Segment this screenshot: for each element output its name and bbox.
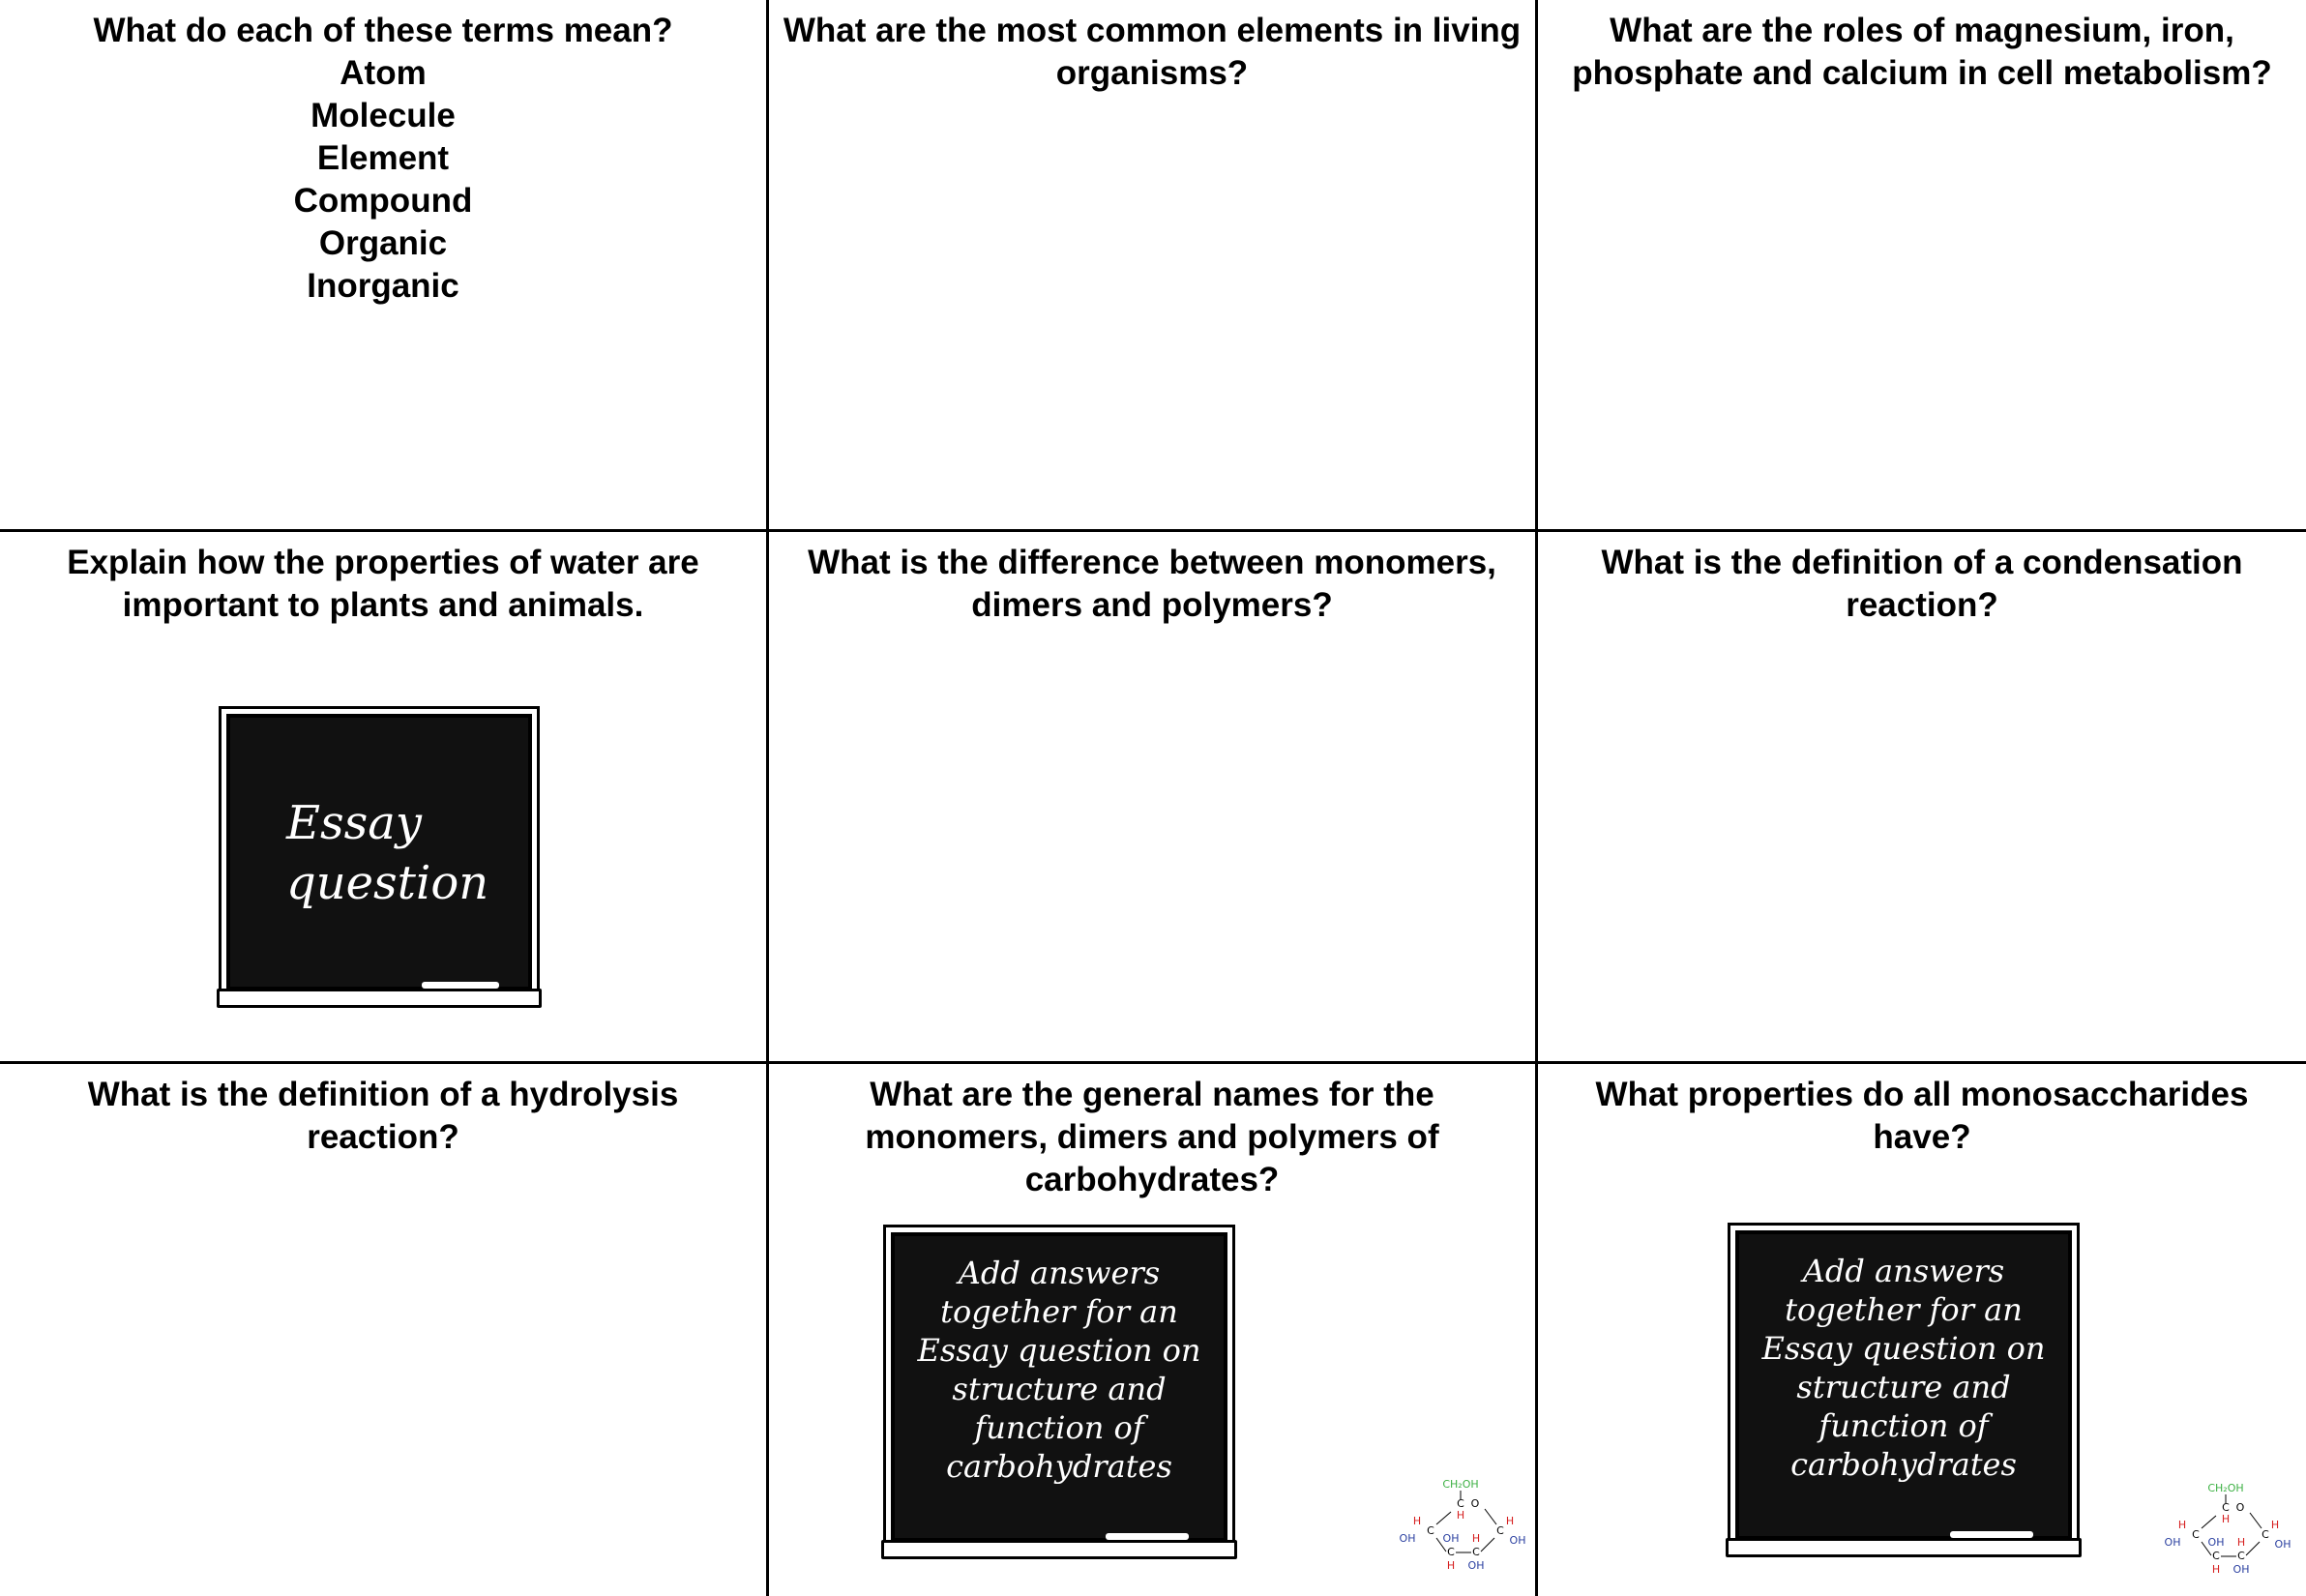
chalkboard-frame	[226, 714, 532, 990]
molecule-label: H	[1446, 1559, 1456, 1572]
molecule-label: C	[2212, 1550, 2220, 1562]
chalkboard-frame	[891, 1232, 1227, 1542]
molecule-label: OH	[2274, 1538, 2291, 1551]
molecule-label: C	[2237, 1550, 2245, 1562]
molecule-label: OH	[2164, 1536, 2181, 1549]
question-text: What are the roles of magnesium, iron, phosphate and calcium in cell metabolism?	[1572, 12, 2272, 92]
chalkboard-text	[286, 793, 488, 913]
molecule-label: OH	[2232, 1563, 2250, 1576]
molecule-label: H	[2236, 1536, 2246, 1549]
question-text: What is the difference between monomers, dimers and polymers?	[808, 544, 1496, 624]
cell-common-elements	[769, 0, 1538, 532]
molecule-label: C	[2192, 1528, 2200, 1541]
molecule-label: OH	[1399, 1532, 1416, 1545]
chalk-piece	[1106, 1533, 1189, 1540]
term-item: Element	[316, 139, 450, 177]
question-text: What is the definition of a condensation reaction?	[1601, 544, 2243, 624]
molecule-label: O	[1470, 1497, 1480, 1510]
molecule-label: C	[1427, 1524, 1434, 1537]
term-item: Organic	[318, 224, 448, 262]
chalkboard-ledge	[217, 989, 542, 1008]
question-text: What do each of these terms mean?	[93, 12, 673, 49]
molecule-label: C	[1496, 1524, 1504, 1537]
molecule-label: OH	[1509, 1534, 1526, 1547]
molecule-label: H	[2177, 1519, 2187, 1531]
molecule-label: H	[2211, 1563, 2221, 1576]
cell-hydrolysis	[0, 1064, 769, 1596]
molecule-label: C	[2262, 1528, 2269, 1541]
molecule-label: O	[2235, 1501, 2245, 1514]
chalkboard-ledge	[1726, 1538, 2082, 1557]
cell-water-properties	[0, 532, 769, 1064]
cell-carbohydrate-names	[769, 1064, 1538, 1596]
chalkboard-line: Essay	[286, 796, 423, 850]
molecule-label: CH₂OH	[2207, 1482, 2244, 1494]
molecule-label: OH	[2207, 1536, 2225, 1549]
cell-monosaccharide-properties	[1538, 1064, 2306, 1596]
chalk-piece	[1950, 1531, 2033, 1538]
chalkboard-frame	[1735, 1230, 2072, 1540]
chalk-piece	[422, 982, 499, 989]
molecule-label: C	[1447, 1546, 1455, 1558]
cell-condensation	[1538, 532, 2306, 1064]
term-item: Compound	[293, 182, 473, 220]
chalkboard-text: Add answers together for an Essay question on structure and function of carbohydrates	[1761, 1253, 2046, 1483]
molecule-label: OH	[1442, 1532, 1460, 1545]
molecule-label: OH	[1467, 1559, 1485, 1572]
term-item: Molecule	[310, 97, 456, 134]
molecule-label: H	[2221, 1513, 2231, 1525]
molecule-label: C	[1472, 1546, 1480, 1558]
cell-mineral-roles	[1538, 0, 2306, 532]
chalkboard-image	[1726, 1230, 2082, 1557]
chalkboard-ledge	[881, 1540, 1237, 1559]
molecule-label: H	[1471, 1532, 1481, 1545]
molecule-label: CH₂OH	[1442, 1478, 1479, 1491]
question-text: What are the most common elements in living organisms?	[783, 12, 1522, 92]
terms-list	[0, 52, 766, 308]
chalkboard-image	[217, 714, 542, 1008]
molecule-label: H	[1505, 1515, 1515, 1527]
question-text: Explain how the properties of water are important to plants and animals.	[67, 544, 699, 624]
glucose-molecule-diagram	[2153, 1482, 2298, 1588]
molecule-label: C	[1457, 1497, 1464, 1510]
chalkboard-line: question	[286, 856, 489, 910]
glucose-molecule-diagram	[1388, 1478, 1533, 1584]
question-text: What is the definition of a hydrolysis reaction?	[87, 1076, 679, 1156]
cell-monomers-dimers-polymers	[769, 532, 1538, 1064]
chalkboard-image	[881, 1232, 1237, 1559]
molecule-label: H	[1412, 1515, 1422, 1527]
question-text: What properties do all monosaccharides have?	[1595, 1076, 2249, 1156]
molecule-label: C	[2222, 1501, 2230, 1514]
molecule-label: H	[1456, 1509, 1465, 1522]
cell-terms	[0, 0, 769, 532]
term-item: Atom	[340, 54, 427, 92]
term-item: Inorganic	[307, 267, 459, 305]
question-text: What are the general names for the monomers, dimers and polymers of carbohydrates?	[865, 1076, 1439, 1198]
molecule-label: H	[2270, 1519, 2280, 1531]
chalkboard-text: Add answers together for an Essay question on structure and function of carbohydrates	[917, 1255, 1201, 1485]
